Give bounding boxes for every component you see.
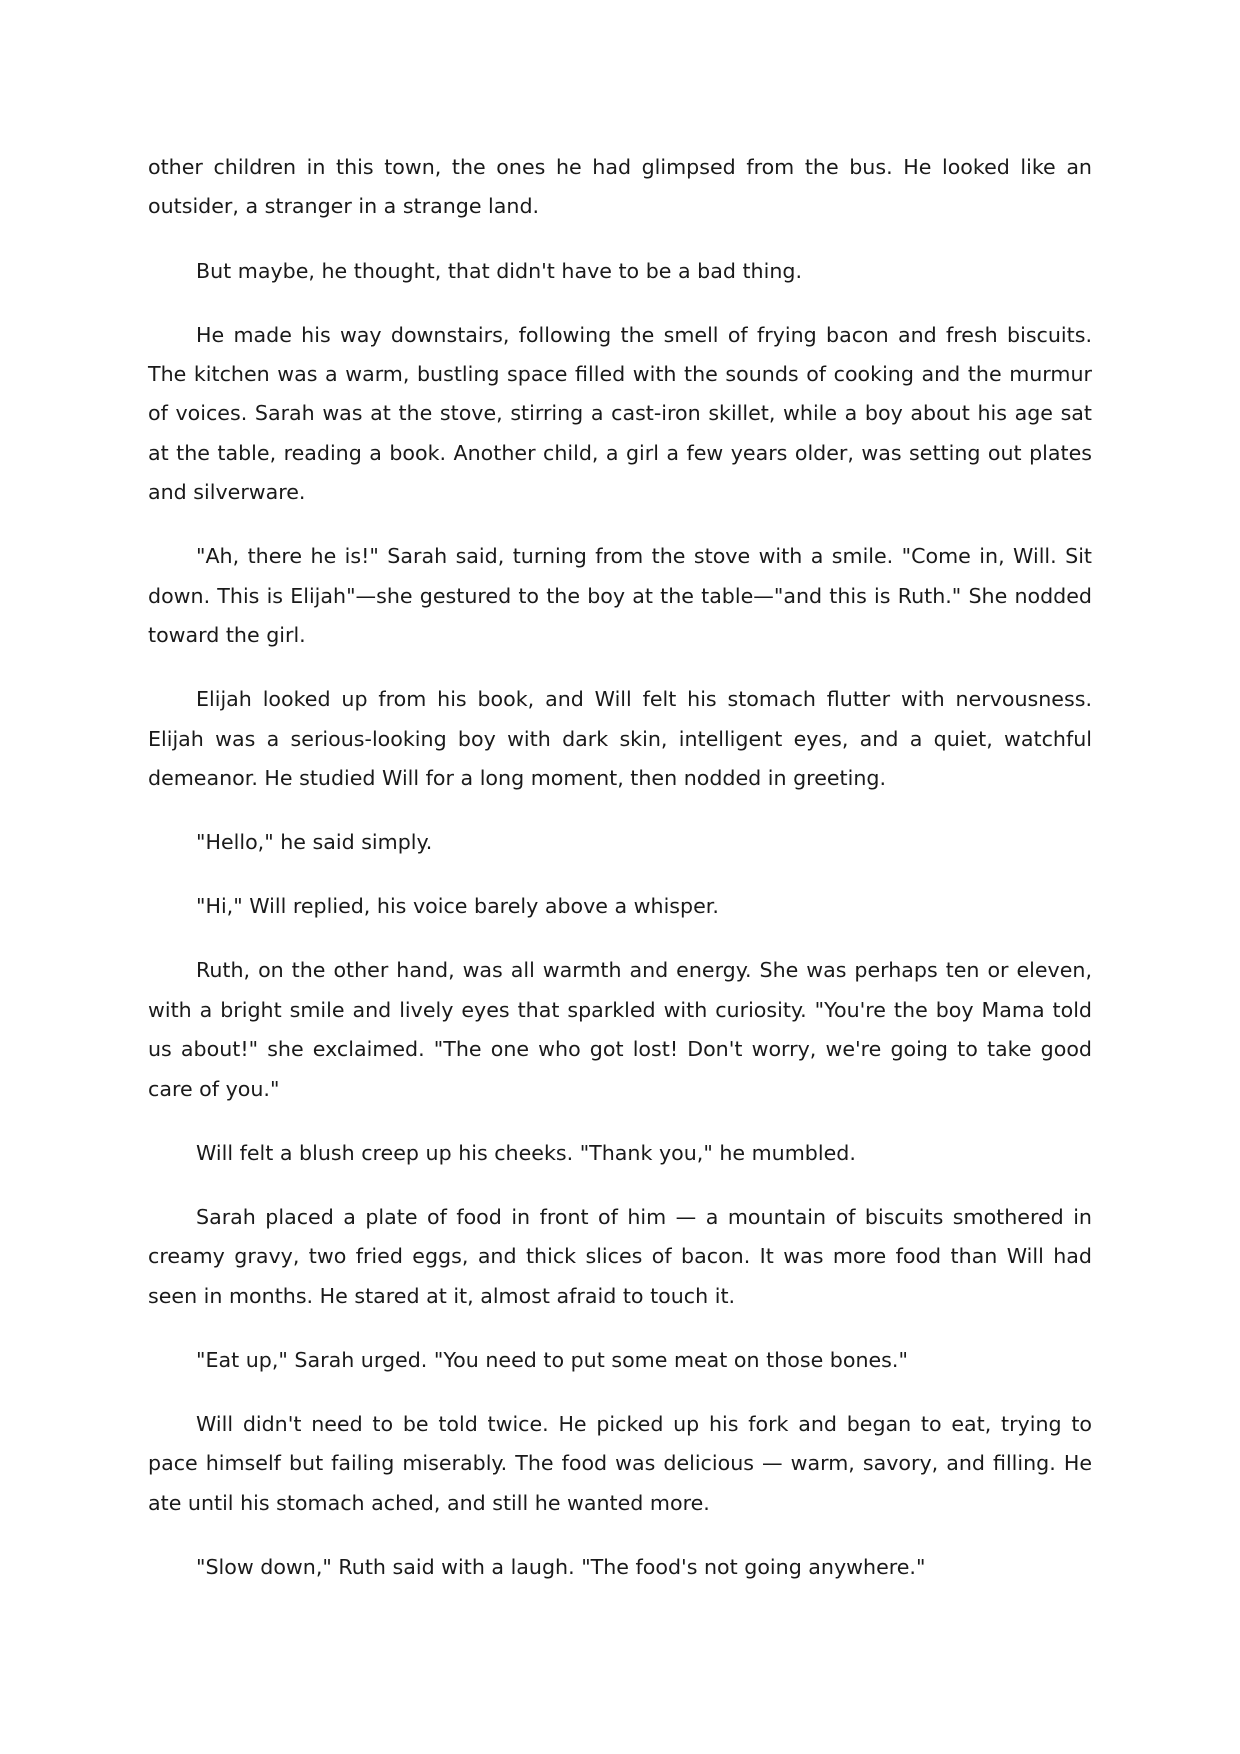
document-page: [148, 148, 1092, 1612]
paragraph-1: other children in this town, the ones he had glimpsed from the bus. He looked like an outsider, a stranger in a strange land.: [148, 155, 1092, 219]
paragraph-4: "Ah, there he is!" Sarah said, turning from the stove with a smile. "Come in, Will. Sit down. This is Elijah"—she gestured to the boy at the table—"and this is Ruth." She nodded toward the girl.: [148, 544, 1092, 648]
paragraph-3: He made his way downstairs, following the smell of frying bacon and fresh biscuits. The kitchen was a warm, bustling space filled with the sounds of cooking and the murmur of voices. Sarah was at the stove, stirring a cast-iron skillet, while a boy about his age sat at the table, reading a book. Another child, a girl a few years older, was setting out plates and silverware.: [148, 322, 1092, 505]
paragraph-13: "Slow down," Ruth said with a laugh. "The food's not going anywhere.": [196, 1554, 926, 1579]
paragraph-10: Sarah placed a plate of food in front of him — a mountain of biscuits smothered in creamy gravy, two fried eggs, and thick slices of bacon. It was more food than Will had seen in months. He stared at it, almost afraid to touch it.: [148, 1204, 1092, 1308]
paragraph-8: Ruth, on the other hand, was all warmth and energy. She was perhaps ten or eleven, with a bright smile and lively eyes that sparkled with curiosity. "You're the boy Mama told us about!" she exclaimed. "The one who got lost! Don't worry, we're going to take good care of you.": [148, 958, 1092, 1101]
paragraph-2: But maybe, he thought, that didn't have to be a bad thing.: [196, 258, 802, 283]
paragraph-5: Elijah looked up from his book, and Will felt his stomach flutter with nervousness. Elijah was a serious-looking boy with dark skin, intelligent eyes, and a quiet, watchful demeanor. He studied Will for a long moment, then nodded in greeting.: [148, 687, 1092, 791]
paragraph-7: "Hi," Will replied, his voice barely above a whisper.: [196, 894, 719, 919]
paragraph-9: Will felt a blush creep up his cheeks. "Thank you," he mumbled.: [196, 1140, 856, 1165]
paragraph-11: "Eat up," Sarah urged. "You need to put some meat on those bones.": [196, 1347, 908, 1372]
paragraph-12: Will didn't need to be told twice. He picked up his fork and began to eat, trying to pace himself but failing miserably. The food was delicious — warm, savory, and filling. He ate until his stomach ached, and still he wanted more.: [148, 1411, 1092, 1515]
paragraph-6: "Hello," he said simply.: [196, 830, 433, 855]
